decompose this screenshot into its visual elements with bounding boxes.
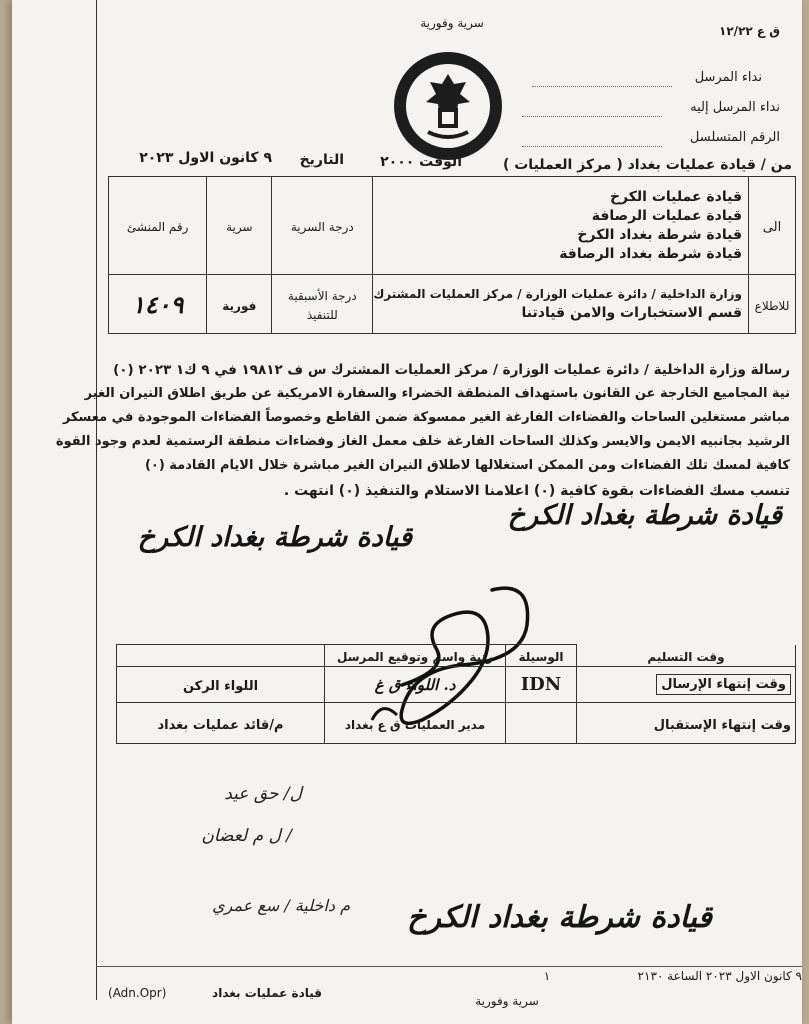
body-line-5: كافية لمسك تلك الفضاءات ومن الممكن استغلالها لاطلاق النيران الغير مباشرة خلال الايام القادمة (٠) (144, 458, 790, 473)
eagle-emblem-icon (390, 48, 506, 164)
handwritten-recipient-2: قيادة شرطة بغداد الكرخ (137, 522, 412, 553)
to-line-3: قيادة شرطة بغداد الكرخ (577, 226, 742, 243)
date-label: التاريخ (299, 152, 344, 168)
info-label: للاطلاع (754, 298, 790, 313)
rank-cell (117, 667, 325, 703)
send-end-label: وقت إنتهاء الإرسال (656, 674, 791, 695)
origin-number-label: رقم المنشئ (126, 220, 189, 234)
sender-header (325, 645, 506, 667)
footer-stamp-line: ٩ كانون الاول ٢٠٢٣ الساعة ٢١٣٠ (637, 969, 802, 983)
pen-note-1: ل/ حق عيد (224, 784, 302, 804)
blank-header (117, 645, 325, 667)
caller-line (532, 86, 672, 87)
medium-label: الوسيلة (518, 650, 564, 664)
footer-org-name: قيادة عمليات بغداد (212, 986, 322, 1000)
medium-value: IDN (520, 674, 562, 695)
serial-label: الرقم المتسلسل (689, 130, 780, 145)
footer-classification: سرية وفورية (475, 994, 539, 1008)
origin-number-value: ١٤٠٩ (131, 289, 184, 319)
pen-note-2: / ل م لعضان (201, 826, 292, 846)
handwritten-recipient-3: قيادة شرطة بغداد الكرخ (407, 900, 712, 935)
document-page (12, 0, 802, 1024)
delivery-table (116, 644, 796, 744)
caller-label: نداء المرسل (694, 70, 762, 85)
priority-value: فورية (222, 298, 257, 313)
footer-org-code: Adn.Opr (112, 986, 162, 1000)
signer-title: مدير العمليات ق ع بغداد (344, 717, 486, 732)
secrecy-label: سرية (226, 220, 253, 234)
message-time: الوقت ٢٠٠٠ (380, 154, 462, 170)
secrecy-degree-header (272, 177, 373, 275)
to-line-2: قيادة عمليات الرصافة (591, 207, 742, 224)
priority-cell (272, 275, 373, 334)
signer-name-cell (325, 667, 506, 703)
commander-value: م/قائد عمليات بغداد (157, 717, 284, 733)
date-value: ٩ كانون الاول ٢٠٢٣ (139, 150, 272, 166)
footer-org-code-wrap: (Adn.Opr) (108, 986, 167, 1000)
body-line-2: نية المجاميع الخارجة عن القانون باستهداف المنطقة الخضراء والسفارة الامريكية عن طريق اطلاق النيران الغير (84, 386, 790, 401)
body-line-6: تنسب مسك الفضاءات بقوة كافية (٠) اعلامنا الاستلام والتنفيذ (٠) انتهت . (283, 483, 790, 499)
medium-empty-cell (506, 703, 577, 744)
delivery-time-header (577, 645, 796, 667)
to-addressees-cell (373, 177, 749, 275)
to-label-cell (749, 177, 796, 275)
info-addressees-cell (373, 275, 749, 334)
receive-end-cell (577, 703, 796, 744)
signer-name: د. اللواء ق غ (374, 676, 456, 694)
medium-header (506, 645, 577, 667)
handwritten-recipient-1: قيادة شرطة بغداد الكرخ (507, 500, 782, 531)
delivery-time-label: وقت التسليم (647, 649, 725, 664)
secrecy-header (207, 177, 272, 275)
recipient-call-line (522, 116, 662, 117)
commander-cell (117, 703, 325, 744)
medium-value-cell (506, 667, 577, 703)
emblem-seal (390, 48, 506, 164)
to-line-4: قيادة شرطة بغداد الرصافة (559, 245, 742, 262)
priority-value-cell (207, 275, 272, 334)
from-line: من / قيادة عمليات بغداد ( مركز العمليات ) (502, 157, 792, 173)
info-label-cell (749, 275, 796, 334)
address-table (108, 176, 796, 334)
rank-value: اللواء الركن (182, 679, 259, 694)
body-line-4: الرشيد بجانبيه الايمن والايسر وكذلك الساحات الفارغة خلف معمل الغاز وفضاءات منطقة الرستمية لعدم وجود القوة (55, 434, 790, 449)
message-body (55, 362, 790, 512)
top-classification: سرية وفورية (420, 16, 484, 30)
recipient-call-label: نداء المرسل إليه (690, 100, 780, 115)
origin-number-header (109, 177, 207, 275)
doc-number: ق ع ١٢/٢٢ (719, 24, 780, 38)
to-line-1: قيادة عمليات الكرخ (609, 188, 742, 205)
to-label: الى (762, 220, 782, 235)
info-line-2: قسم الاستخبارات والامن قيادتنا (521, 305, 742, 321)
body-line-1: رسالة وزارة الداخلية / دائرة عمليات الوزارة / مركز العمليات المشترك س ف ١٩٨١٢ في ٩ ك١ ٢٠٢٣ (٠) (113, 362, 790, 378)
footer-rule (96, 966, 802, 967)
origin-number-cell (109, 275, 207, 334)
body-line-3: مباشر مستغلين الساحات والفضاءات الفارغة الغير ممسوكة ضمن القاطع وخصوصاً الفضاءات الموجودة في معسكر (62, 410, 790, 425)
priority-label: درجة الأسبقية للتنفيذ (287, 289, 357, 322)
send-end-cell (577, 667, 796, 703)
secrecy-degree-label: درجة السرية (290, 220, 354, 234)
signer-title-cell (325, 703, 506, 744)
footer-page-mark: ١ (543, 969, 551, 983)
pen-note-3: م داخلية / سع عمري (212, 896, 350, 915)
receive-end-label: وقت إنتهاء الإستقبال (653, 717, 791, 733)
sender-label: رتبة واسم وتوقيع المرسل (337, 650, 493, 664)
info-line-1: وزارة الداخلية / دائرة عمليات الوزارة / مركز العمليات المشترك (373, 287, 742, 301)
serial-line (522, 146, 662, 147)
